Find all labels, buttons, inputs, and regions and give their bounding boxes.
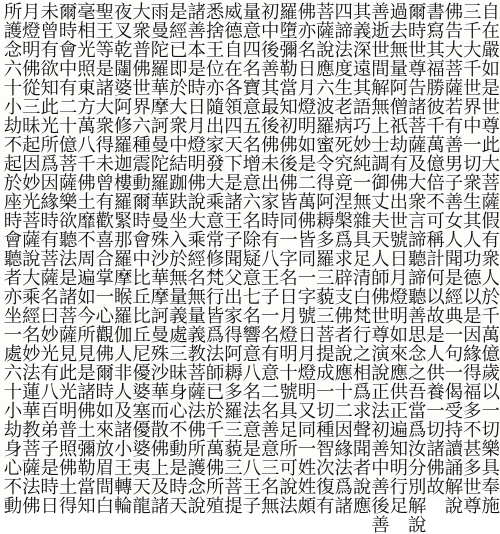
text-column-11: 佛亦名日月燈明如是二萬佛皆同一字號日月燈明又同一姓姓頗: [295, 2, 316, 515]
text-column-10: 菩薩說應六波羅蜜令得阿耨多羅三藐三菩提成一切種智次復有: [313, 2, 335, 515]
text-column-24: 爾時會中有二十億菩薩樂欲聽法是諸菩薩見此光明普照佛土得: [56, 2, 78, 515]
text-column-22: 聖王等是諸大衆得未曾有歡喜合掌一心觀佛爾時如來放眉間白: [92, 2, 114, 515]
text-columns: [1, 2, 500, 534]
text-column-12: 羅墮彌勒當知初佛後佛皆同一字名日月燈明十號具足所可說法: [276, 2, 298, 515]
text-column-20: 大衆普佛世界六種震動爾時會中比丘比丘尼優婆塞優婆夷天龍: [129, 2, 151, 515]
text-column-9: 四諦法度生老病死究竟涅槃爲求辟支佛者說應十二因緣法爲諸: [331, 2, 353, 515]
text-column-25: 未曾有欲知此光所爲因緣時有菩薩名曰妙光有八百弟子是時日: [37, 2, 59, 515]
text-column-14: 量意四名寶意五名增意六名除疑意七名響意八名法意是八王子: [239, 2, 261, 515]
text-column-13: 初中後善其最後佛未出家時有八王子一名有意二名善意三名無: [258, 2, 280, 515]
text-column-16: 悉捨王位亦隨出家發大乘意常修梵行皆爲法師已於千萬佛所殖: [203, 2, 225, 515]
text-column-26: 月燈明佛從三昧起因妙光菩薩說大乘經名妙法蓮華教菩薩法佛: [19, 2, 41, 515]
text-column-23: 毫相光照東方萬八千佛土靡不周遍如今所見是諸佛土彌勒當知: [74, 2, 96, 515]
text-column-1: 自在嚴如是世尊此大菩薩假有衆人於千萬億歲以一切樂具奉施: [478, 2, 500, 515]
text-column-18: 是經已即於大衆中結跏趺坐入於無量義處三昧身心不動是時天: [166, 2, 188, 515]
text-column-19: 雨曼陀羅華摩訶曼陀羅華曼殊沙華摩訶曼殊沙華而散佛上及諸: [148, 2, 169, 515]
text-column-8: 其義深遠其語巧妙純一無雜具足清白梵行之相爲求聲聞者說應: [350, 2, 372, 515]
text-column-15: 威德自在各領四天下是諸王子聞父出家得阿耨多羅三藐三菩提: [221, 2, 243, 515]
text-column-6: 過去無量阿僧祇劫有佛出世號日月燈明如來應供正遍知明行足: [386, 2, 408, 515]
text-column-2: 三千大千世界中一切衆生其人功德以是因緣得福多不甚多世尊: [460, 2, 482, 515]
text-column-4: 書寫其福勝彼千萬億倍不可稱計何以故是人供養一切諸佛故: [423, 2, 445, 496]
text-column-5: 爾時世尊告諸菩薩及大衆言諦聽諦聽善思念之吾當爲汝分別解說: [405, 2, 427, 534]
text-column-21: 夜叉乾闥婆阿修羅迦樓羅緊那羅摩睺羅伽人非人及諸小王轉輪: [111, 2, 133, 515]
text-column-17: 諸善本是時日月燈明佛說大乘經名無量義教菩薩法佛所護念說: [184, 2, 206, 515]
text-column-27: 所護念六十小劫不起於座時會聽者亦坐一處六十小劫身心不動: [1, 2, 22, 515]
text-column-3: 佛告大菩薩若有善男子善女人聞是經典一句一偈受持讀誦解說: [442, 2, 463, 515]
text-column-7: 善逝世間解無上士調御丈夫天人師佛世尊演說正法初善中善後善: [368, 2, 390, 534]
